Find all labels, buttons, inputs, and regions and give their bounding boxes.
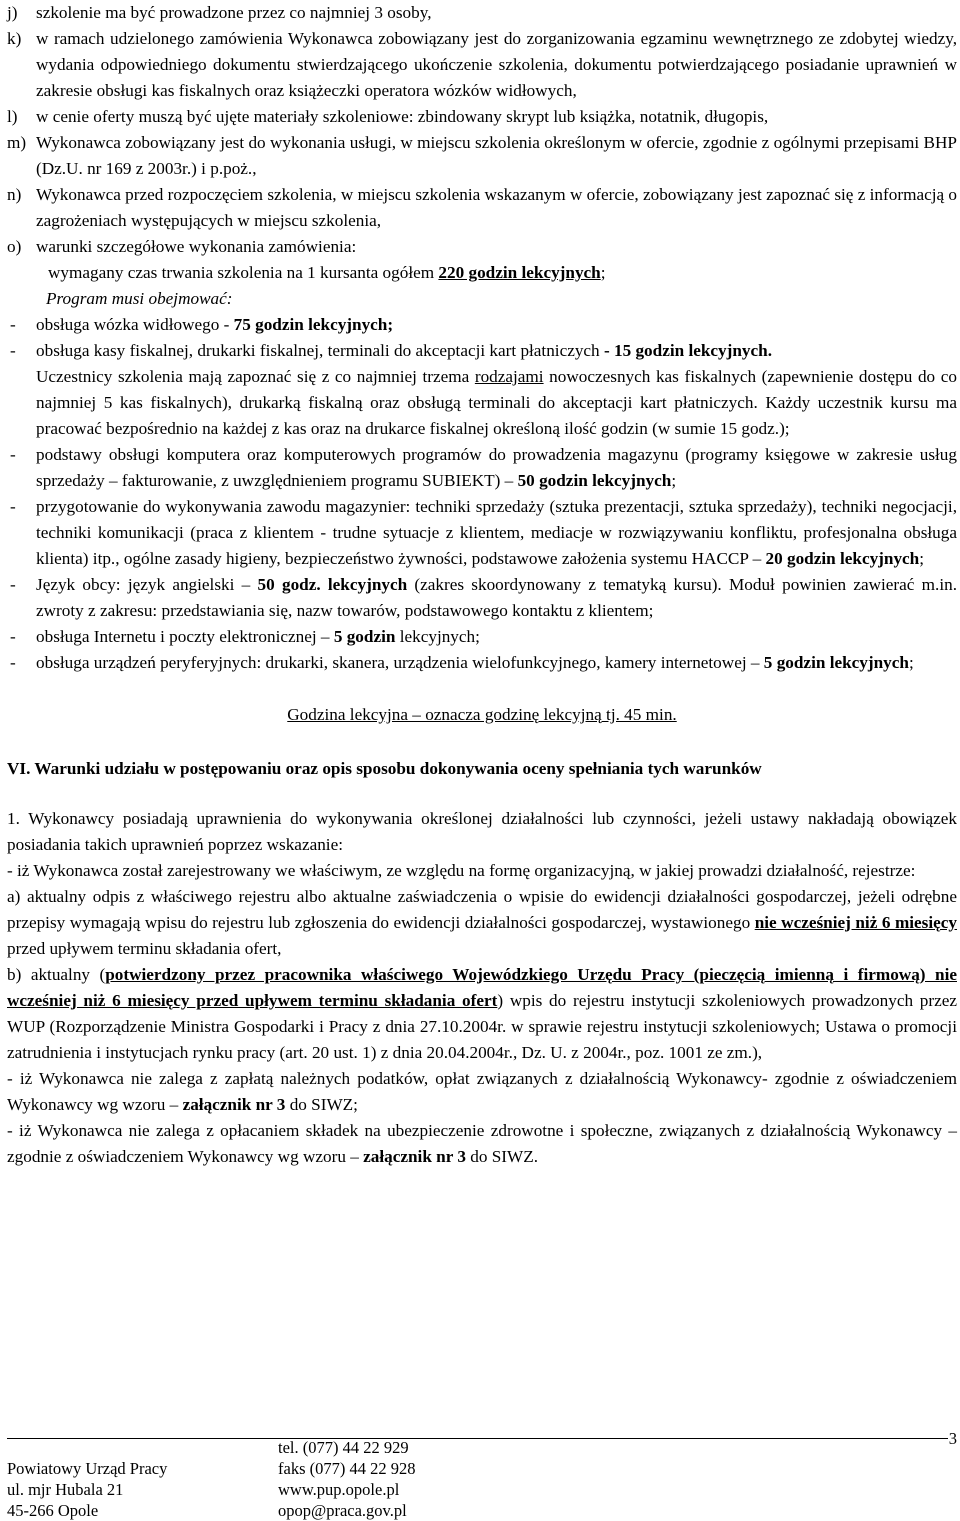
program-text: przygotowanie do wykonywania zawodu magazynier: techniki sprzedaży (sztuka prezentacji, sztuka sprzedaży), techniki negocjacji, techniki komunikacji (praca z klientem - trudne sytuacje z klientem, mediacje w rozwiązywaniu konfliktu, profesjonalna obsługa klienta) itp., ogólne zasady higieny, bezpieczeństwo żywności, podstawowe założenia systemu HACCP – — [36, 497, 957, 568]
vi-tax-attachment: załącznik nr 3 — [182, 1095, 286, 1114]
program-item — [7, 572, 957, 624]
document-page — [7, 0, 957, 1170]
program-hours: 5 godzin — [333, 627, 396, 646]
footer-rule — [7, 1438, 948, 1439]
footer-contact — [278, 1437, 415, 1521]
vi-zus — [7, 1118, 957, 1170]
vi-a-rest: przed upływem terminu składania ofert, — [7, 939, 282, 958]
dash-marker: - — [10, 653, 16, 672]
program-post: (zakres skoordynowany z tematyką kursu). Moduł powinien zawierać m.in. zwroty z zakresu: przedstawiania się, nazw towarów, podstawowego kontaktu z klientem; — [36, 575, 957, 620]
footer-fax: faks (077) 44 22 928 — [278, 1459, 416, 1478]
vi-b-text: b) aktualny ( — [7, 965, 106, 984]
item-marker: n) — [7, 185, 22, 204]
program-item — [7, 624, 957, 650]
program-hours: 20 godzin lekcyjnych — [765, 549, 920, 568]
vi-a-emphasis: nie wcześniej niż 6 miesięcy — [754, 913, 958, 932]
list-item-j — [7, 0, 957, 26]
program-hours: 75 godzin lekcyjnych; — [233, 315, 394, 334]
program-post: ; — [908, 653, 914, 672]
list-item-l — [7, 104, 957, 130]
program-hours: - 15 godzin lekcyjnych. — [603, 341, 773, 360]
vi-zus-rest: do SIWZ. — [465, 1147, 539, 1166]
note-text-rest: nowoczesnych kas fiskalnych (zapewnienie dostępu do co najmniej 5 kas fiskalnych), drukarką fiskalną oraz obsługą terminali do akceptacji kart płatniczych. Każdy uczestnik kursu ma pracować bezpośrednio na każdej z kas oraz na drukarce fiskalnej określoną ilość godzin (w sumie 15 godz.); — [36, 367, 957, 438]
program-heading: Program musi obejmować: — [46, 289, 233, 308]
training-duration — [7, 260, 957, 286]
program-item — [7, 494, 957, 572]
vi-zus-text: - iż Wykonawca nie zalega z opłacaniem składek na ubezpieczenie zdrowotne i społeczne, związanych z działalnością Wykonawcy – zgodnie z oświadczeniem Wykonawcy wg wzoru – — [7, 1121, 957, 1166]
dash-marker: - — [10, 341, 16, 360]
list-item-k — [7, 26, 957, 104]
item-text: szkolenie ma być prowadzone przez co najmniej 3 osoby, — [36, 3, 432, 22]
item-marker: k) — [7, 29, 22, 48]
hour-note — [7, 702, 957, 728]
program-text: podstawy obsługi komputera oraz komputerowych programów do prowadzenia magazynu (programy księgowe w zakresie usług sprzedaży – fakturowanie, z uwzględnieniem programu SUBIEKT) – — [36, 445, 957, 490]
program-item — [7, 338, 957, 364]
page-number: 3 — [948, 1429, 957, 1448]
dash-marker: - — [10, 627, 16, 646]
dash-marker: - — [10, 315, 16, 334]
item-marker: m) — [7, 133, 27, 152]
program-post: ; — [671, 471, 677, 490]
program-note — [7, 364, 957, 442]
footer-tel: tel. (077) 44 22 929 — [278, 1438, 409, 1457]
program-hours: 50 godz. lekcyjnych — [257, 575, 408, 594]
vi-paragraph-1: 1. Wykonawcy posiadają uprawnienia do wykonywania określonej działalności lub czynności, jeżeli ustawy nakładają obowiązek posiadania takich uprawnień poprzez wskazanie: — [7, 809, 957, 854]
list-item-m — [7, 130, 957, 182]
vi-tax-rest: do SIWZ; — [285, 1095, 358, 1114]
footer-address — [7, 1458, 167, 1521]
dash-marker: - — [10, 445, 16, 464]
duration-post: ; — [600, 263, 606, 282]
program-post: ; — [919, 549, 925, 568]
footer-org: Powiatowy Urząd Pracy — [7, 1459, 168, 1478]
vi-b-rest: ) wpis do rejestru instytucji szkoleniowych prowadzonych przez WUP (Rozporządzenie Ministra Gospodarki i Pracy z dnia 27.10.2004r. w sprawie rejestru instytucji szkoleniowych; Ustawa o promocji zatrudnienia i instytucjach rynku pracy (art. 20 ust. 1) z dnia 20.04.2004r., Dz. U. z 2004r., poz. 1001 ze zm.), — [7, 991, 957, 1062]
item-text: warunki szczegółowe wykonania zamówienia: — [36, 237, 357, 256]
program-hours: 50 godzin lekcyjnych — [517, 471, 672, 490]
dash-marker: - — [10, 497, 16, 516]
program-item — [7, 650, 957, 676]
footer-email[interactable]: opop@praca.gov.pl — [278, 1501, 407, 1520]
program-text: obsługa kasy fiskalnej, drukarki fiskalnej, terminali do akceptacji kart płatniczych — [36, 341, 604, 360]
vi-a-text: a) aktualny odpis z właściwego rejestru albo aktualne zaświadczenia o wpisie do ewidencji działalności gospodarczej, jeżeli odrębne przepisy wymagają wpisu do rejestru lub zgłoszenia do ewidencji działalności gospodarczej, wystawionego — [7, 887, 957, 932]
item-marker: j) — [7, 3, 18, 22]
item-marker: l) — [7, 107, 18, 126]
vi-registration: - iż Wykonawca został zarejestrowany we właściwym, ze względu na formę organizacyjną, w jakiej prowadzi działalność, rejestrze: — [7, 861, 916, 880]
vi-point-a — [7, 884, 957, 962]
list-item-n — [7, 182, 957, 234]
item-text: Wykonawca przed rozpoczęciem szkolenia, w miejscu szkolenia wskazanym w ofercie, zobowiązany jest zapoznać się z informacją o zagrożeniach występujących w miejscu szkolenia, — [36, 185, 957, 230]
item-text: Wykonawca zobowiązany jest do wykonania usługi, w miejscu szkolenia określonym w ofercie, zgodnie z ogólnymi przepisami BHP (Dz.U. nr 169 z 2003r.) i p.poż., — [36, 133, 957, 178]
item-text: w ramach udzielonego zamówienia Wykonawca zobowiązany jest do zorganizowania egzaminu wewnętrznego ze zdobytej wiedzy, wydania odpowiedniego dokumentu stwierdzającego ukończenie szkolenia, dokumentu potwierdzającego posiadanie uprawnień w zakresie obsługi kas fiskalnych oraz książeczki operatora wózków widłowych, — [36, 29, 957, 100]
vi-b-emphasis: potwierdzony przez pracownika właściwego Wojewódzkiego Urzędu Pracy (pieczęcią imienną i firmową) nie wcześniej niż 6 miesięcy przed upływem terminu składania ofert — [7, 965, 957, 1010]
section-heading-vi: VI. Warunki udziału w postępowaniu oraz opis sposobu dokonywania oceny spełniania tych warunków — [7, 759, 762, 778]
program-item — [7, 312, 957, 338]
footer-city: 45-266 Opole — [7, 1501, 99, 1520]
footer-street: ul. mjr Hubala 21 — [7, 1480, 124, 1499]
program-text: obsługa urządzeń peryferyjnych: drukarki, skanera, urządzenia wielofunkcyjnego, kamery internetowej – — [36, 653, 764, 672]
vi-tax-text: - iż Wykonawca nie zalega z zapłatą należnych podatków, opłat związanych z działalnością Wykonawcy- zgodnie z oświadczeniem Wykonawcy wg wzoru – — [7, 1069, 957, 1114]
note-text: Uczestnicy szkolenia mają zapoznać się z co najmniej trzema — [36, 367, 475, 386]
dash-marker: - — [10, 575, 16, 594]
item-text: w cenie oferty muszą być ujęte materiały szkoleniowe: zbindowany skrypt lub książka, notatnik, długopis, — [36, 107, 769, 126]
footer-www[interactable]: www.pup.opole.pl — [278, 1480, 400, 1499]
item-marker: o) — [7, 237, 22, 256]
program-post: lekcyjnych; — [395, 627, 480, 646]
vi-point-b — [7, 962, 957, 1066]
program-text: obsługa wózka widłowego - — [36, 315, 234, 334]
vi-tax — [7, 1066, 957, 1118]
program-text: obsługa Internetu i poczty elektronicznej – — [36, 627, 334, 646]
vi-zus-attachment: załącznik nr 3 — [363, 1147, 466, 1166]
hour-note-text: Godzina lekcyjna – oznacza godzinę lekcyjną tj. 45 min. — [287, 705, 677, 724]
duration-hours: 220 godzin lekcyjnych — [438, 263, 601, 282]
note-underlined: rodzajami — [474, 367, 544, 386]
list-item-o — [7, 234, 957, 260]
duration-text: wymagany czas trwania szkolenia na 1 kursanta ogółem — [48, 263, 439, 282]
program-hours: 5 godzin lekcyjnych — [763, 653, 909, 672]
program-text: Język obcy: język angielski – — [36, 575, 258, 594]
program-item — [7, 442, 957, 494]
